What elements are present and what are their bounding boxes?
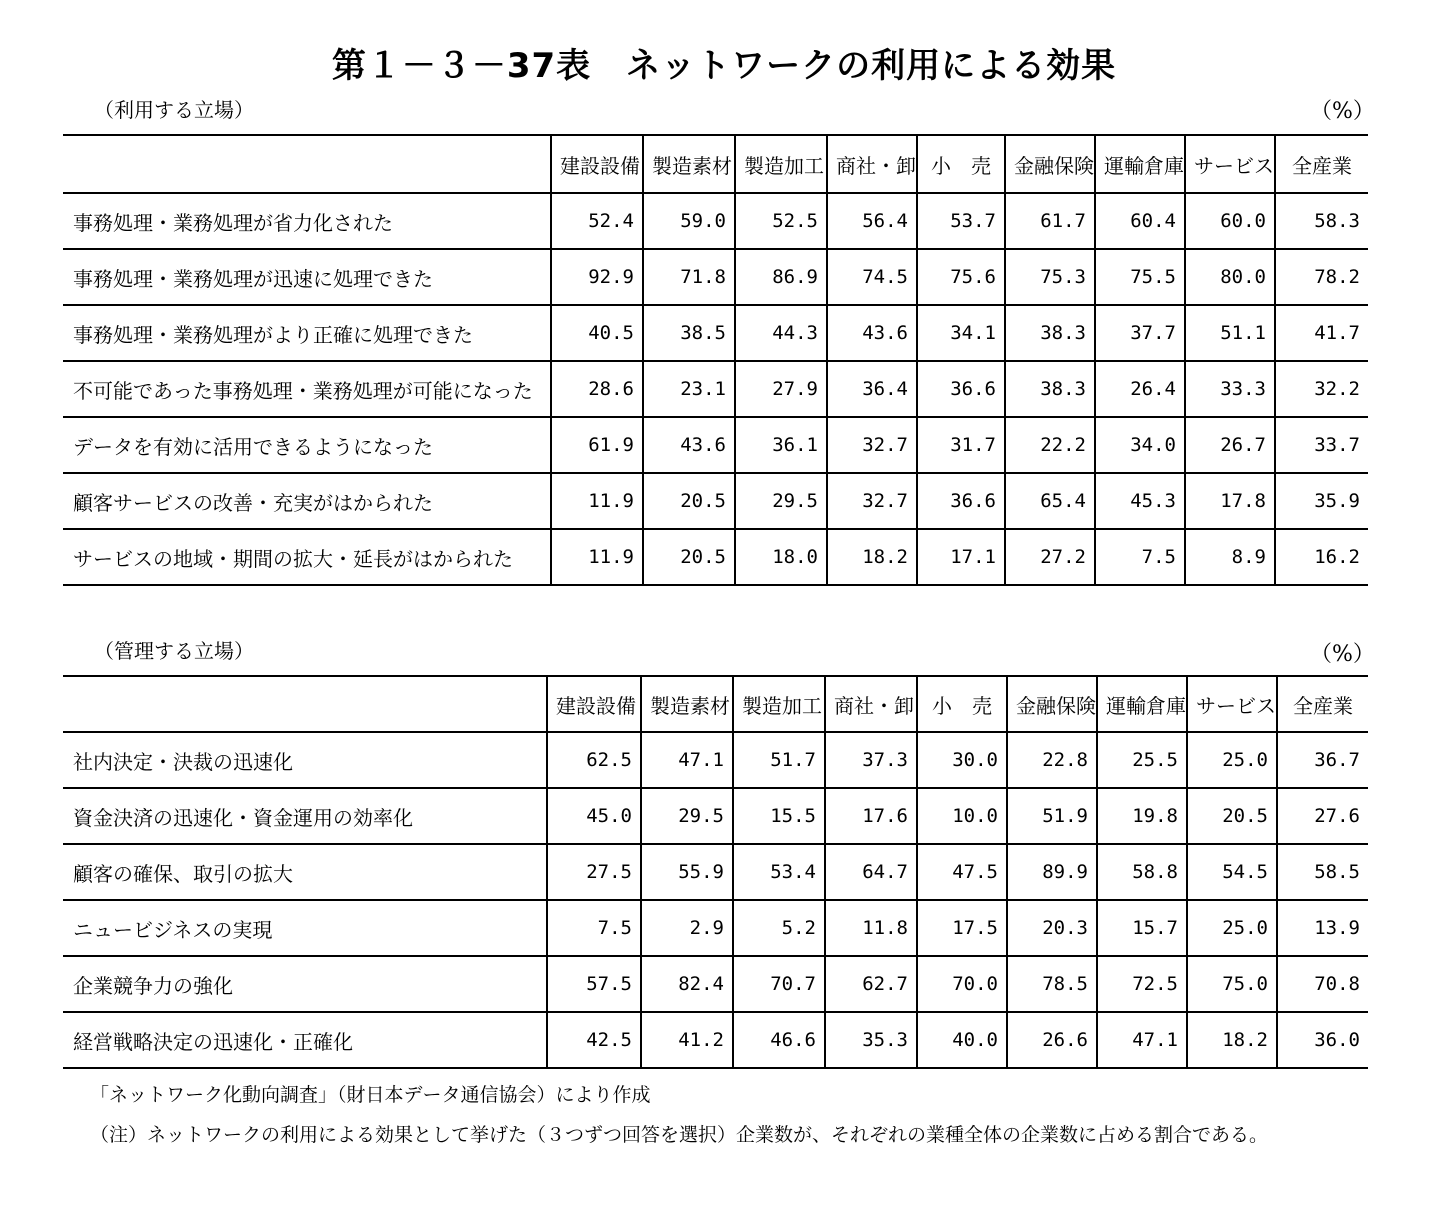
value-cell: 20.3 <box>1007 900 1097 956</box>
value-cell: 2.9 <box>641 900 733 956</box>
value-cell: 17.5 <box>917 900 1007 956</box>
row-label: 不可能であった事務処理・業務処理が可能になった <box>63 361 551 417</box>
value-cell: 61.7 <box>1005 193 1095 249</box>
column-header: 金融保険 <box>1007 676 1097 732</box>
value-cell: 75.0 <box>1187 956 1277 1012</box>
value-cell: 47.1 <box>1097 1012 1187 1068</box>
page-title: 第１－３－37表 ネットワークの利用による効果 <box>331 46 1117 86</box>
value-cell: 61.9 <box>551 417 643 473</box>
value-cell: 27.5 <box>547 844 641 900</box>
value-cell: 74.5 <box>827 249 917 305</box>
value-cell: 44.3 <box>735 305 827 361</box>
value-cell: 59.0 <box>643 193 735 249</box>
value-cell: 53.4 <box>733 844 825 900</box>
value-cell: 62.5 <box>547 732 641 788</box>
value-cell: 86.9 <box>735 249 827 305</box>
column-header: 商社・卸 <box>825 676 917 732</box>
table-header-row <box>63 676 1368 732</box>
value-cell: 38.3 <box>1005 305 1095 361</box>
table-row <box>63 732 1368 788</box>
column-header: 製造素材 <box>641 676 733 732</box>
value-cell: 22.8 <box>1007 732 1097 788</box>
value-cell: 32.7 <box>827 473 917 529</box>
value-cell: 43.6 <box>827 305 917 361</box>
row-label: 顧客サービスの改善・充実がはかられた <box>63 473 551 529</box>
value-cell: 51.7 <box>733 732 825 788</box>
table-header-row <box>63 135 1368 193</box>
value-cell: 8.9 <box>1185 529 1275 585</box>
value-cell: 58.5 <box>1277 844 1368 900</box>
value-cell: 65.4 <box>1005 473 1095 529</box>
header-blank <box>63 135 551 193</box>
value-cell: 75.5 <box>1095 249 1185 305</box>
value-cell: 60.4 <box>1095 193 1185 249</box>
value-cell: 11.8 <box>825 900 917 956</box>
table-row <box>63 249 1368 305</box>
column-header: 運輸倉庫 <box>1097 676 1187 732</box>
value-cell: 28.6 <box>551 361 643 417</box>
value-cell: 29.5 <box>735 473 827 529</box>
value-cell: 52.5 <box>735 193 827 249</box>
value-cell: 36.6 <box>917 473 1005 529</box>
value-cell: 27.6 <box>1277 788 1368 844</box>
value-cell: 89.9 <box>1007 844 1097 900</box>
value-cell: 36.1 <box>735 417 827 473</box>
value-cell: 78.2 <box>1275 249 1368 305</box>
table-row <box>63 529 1368 585</box>
value-cell: 29.5 <box>641 788 733 844</box>
value-cell: 25.0 <box>1187 900 1277 956</box>
value-cell: 47.5 <box>917 844 1007 900</box>
value-cell: 34.0 <box>1095 417 1185 473</box>
value-cell: 19.8 <box>1097 788 1187 844</box>
value-cell: 20.5 <box>643 529 735 585</box>
value-cell: 38.5 <box>643 305 735 361</box>
value-cell: 43.6 <box>643 417 735 473</box>
value-cell: 22.2 <box>1005 417 1095 473</box>
value-cell: 45.3 <box>1095 473 1185 529</box>
column-header: サービス <box>1185 135 1275 193</box>
value-cell: 45.0 <box>547 788 641 844</box>
value-cell: 37.7 <box>1095 305 1185 361</box>
value-cell: 51.1 <box>1185 305 1275 361</box>
table-row <box>63 900 1368 956</box>
column-header: 小 売 <box>917 676 1007 732</box>
value-cell: 34.1 <box>917 305 1005 361</box>
row-label: ニュービジネスの実現 <box>63 900 547 956</box>
column-header: 商社・卸 <box>827 135 917 193</box>
value-cell: 70.0 <box>917 956 1007 1012</box>
column-header: 製造加工 <box>735 135 827 193</box>
value-cell: 60.0 <box>1185 193 1275 249</box>
value-cell: 41.2 <box>641 1012 733 1068</box>
value-cell: 40.5 <box>551 305 643 361</box>
value-cell: 25.5 <box>1097 732 1187 788</box>
table-row <box>63 417 1368 473</box>
value-cell: 46.6 <box>733 1012 825 1068</box>
row-label: データを有効に活用できるようになった <box>63 417 551 473</box>
section1-heading: （利用する立場） <box>94 98 254 122</box>
table-row <box>63 1012 1368 1068</box>
value-cell: 11.9 <box>551 473 643 529</box>
value-cell: 72.5 <box>1097 956 1187 1012</box>
value-cell: 15.5 <box>733 788 825 844</box>
row-label: 事務処理・業務処理がより正確に処理できた <box>63 305 551 361</box>
value-cell: 52.4 <box>551 193 643 249</box>
value-cell: 16.2 <box>1275 529 1368 585</box>
footnote: （注）ネットワークの利用による効果として挙げた（３つずつ回答を選択）企業数が、それぞれの業種全体の企業数に占める割合である。 <box>90 1124 1269 1146</box>
value-cell: 26.6 <box>1007 1012 1097 1068</box>
section1-unit: （%） <box>1310 99 1375 124</box>
value-cell: 57.5 <box>547 956 641 1012</box>
value-cell: 33.7 <box>1275 417 1368 473</box>
value-cell: 35.9 <box>1275 473 1368 529</box>
value-cell: 55.9 <box>641 844 733 900</box>
header-blank <box>63 676 547 732</box>
value-cell: 53.7 <box>917 193 1005 249</box>
section2-heading: （管理する立場） <box>94 639 254 663</box>
value-cell: 35.3 <box>825 1012 917 1068</box>
column-header: サービス <box>1187 676 1277 732</box>
column-header: 製造加工 <box>733 676 825 732</box>
value-cell: 13.9 <box>1277 900 1368 956</box>
column-header: 運輸倉庫 <box>1095 135 1185 193</box>
table-row <box>63 473 1368 529</box>
column-header: 全産業 <box>1275 135 1368 193</box>
value-cell: 54.5 <box>1187 844 1277 900</box>
value-cell: 27.2 <box>1005 529 1095 585</box>
row-label: 企業競争力の強化 <box>63 956 547 1012</box>
value-cell: 70.8 <box>1277 956 1368 1012</box>
value-cell: 42.5 <box>547 1012 641 1068</box>
column-header: 建設設備 <box>551 135 643 193</box>
value-cell: 18.0 <box>735 529 827 585</box>
row-label: 事務処理・業務処理が省力化された <box>63 193 551 249</box>
value-cell: 23.1 <box>643 361 735 417</box>
value-cell: 36.0 <box>1277 1012 1368 1068</box>
value-cell: 75.6 <box>917 249 1005 305</box>
value-cell: 38.3 <box>1005 361 1095 417</box>
row-label: 顧客の確保、取引の拡大 <box>63 844 547 900</box>
value-cell: 18.2 <box>1187 1012 1277 1068</box>
column-header: 小 売 <box>917 135 1005 193</box>
table-row <box>63 956 1368 1012</box>
value-cell: 78.5 <box>1007 956 1097 1012</box>
value-cell: 33.3 <box>1185 361 1275 417</box>
row-label: 社内決定・決裁の迅速化 <box>63 732 547 788</box>
value-cell: 11.9 <box>551 529 643 585</box>
table-row <box>63 844 1368 900</box>
value-cell: 75.3 <box>1005 249 1095 305</box>
row-label: 経営戦略決定の迅速化・正確化 <box>63 1012 547 1068</box>
value-cell: 32.7 <box>827 417 917 473</box>
value-cell: 58.3 <box>1275 193 1368 249</box>
value-cell: 25.0 <box>1187 732 1277 788</box>
value-cell: 30.0 <box>917 732 1007 788</box>
usage-effects-table <box>63 134 1368 586</box>
value-cell: 36.4 <box>827 361 917 417</box>
value-cell: 20.5 <box>1187 788 1277 844</box>
row-label: 事務処理・業務処理が迅速に処理できた <box>63 249 551 305</box>
value-cell: 40.0 <box>917 1012 1007 1068</box>
value-cell: 80.0 <box>1185 249 1275 305</box>
value-cell: 26.4 <box>1095 361 1185 417</box>
value-cell: 17.6 <box>825 788 917 844</box>
value-cell: 7.5 <box>547 900 641 956</box>
value-cell: 18.2 <box>827 529 917 585</box>
value-cell: 15.7 <box>1097 900 1187 956</box>
value-cell: 36.7 <box>1277 732 1368 788</box>
value-cell: 10.0 <box>917 788 1007 844</box>
value-cell: 41.7 <box>1275 305 1368 361</box>
column-header: 製造素材 <box>643 135 735 193</box>
value-cell: 70.7 <box>733 956 825 1012</box>
row-label: 資金決済の迅速化・資金運用の効率化 <box>63 788 547 844</box>
value-cell: 37.3 <box>825 732 917 788</box>
value-cell: 51.9 <box>1007 788 1097 844</box>
section2-unit: （%） <box>1310 642 1375 667</box>
column-header: 建設設備 <box>547 676 641 732</box>
management-effects-table <box>63 675 1368 1069</box>
value-cell: 17.8 <box>1185 473 1275 529</box>
value-cell: 62.7 <box>825 956 917 1012</box>
table-row <box>63 305 1368 361</box>
source-note: 「ネットワーク化動向調査」（財日本データ通信協会）により作成 <box>90 1084 651 1106</box>
column-header: 金融保険 <box>1005 135 1095 193</box>
value-cell: 64.7 <box>825 844 917 900</box>
value-cell: 7.5 <box>1095 529 1185 585</box>
value-cell: 58.8 <box>1097 844 1187 900</box>
table-row <box>63 193 1368 249</box>
value-cell: 47.1 <box>641 732 733 788</box>
value-cell: 20.5 <box>643 473 735 529</box>
value-cell: 5.2 <box>733 900 825 956</box>
value-cell: 32.2 <box>1275 361 1368 417</box>
value-cell: 92.9 <box>551 249 643 305</box>
value-cell: 82.4 <box>641 956 733 1012</box>
value-cell: 56.4 <box>827 193 917 249</box>
row-label: サービスの地域・期間の拡大・延長がはかられた <box>63 529 551 585</box>
value-cell: 17.1 <box>917 529 1005 585</box>
value-cell: 27.9 <box>735 361 827 417</box>
value-cell: 71.8 <box>643 249 735 305</box>
column-header: 全産業 <box>1277 676 1368 732</box>
value-cell: 26.7 <box>1185 417 1275 473</box>
table-row <box>63 361 1368 417</box>
value-cell: 36.6 <box>917 361 1005 417</box>
table-row <box>63 788 1368 844</box>
value-cell: 31.7 <box>917 417 1005 473</box>
